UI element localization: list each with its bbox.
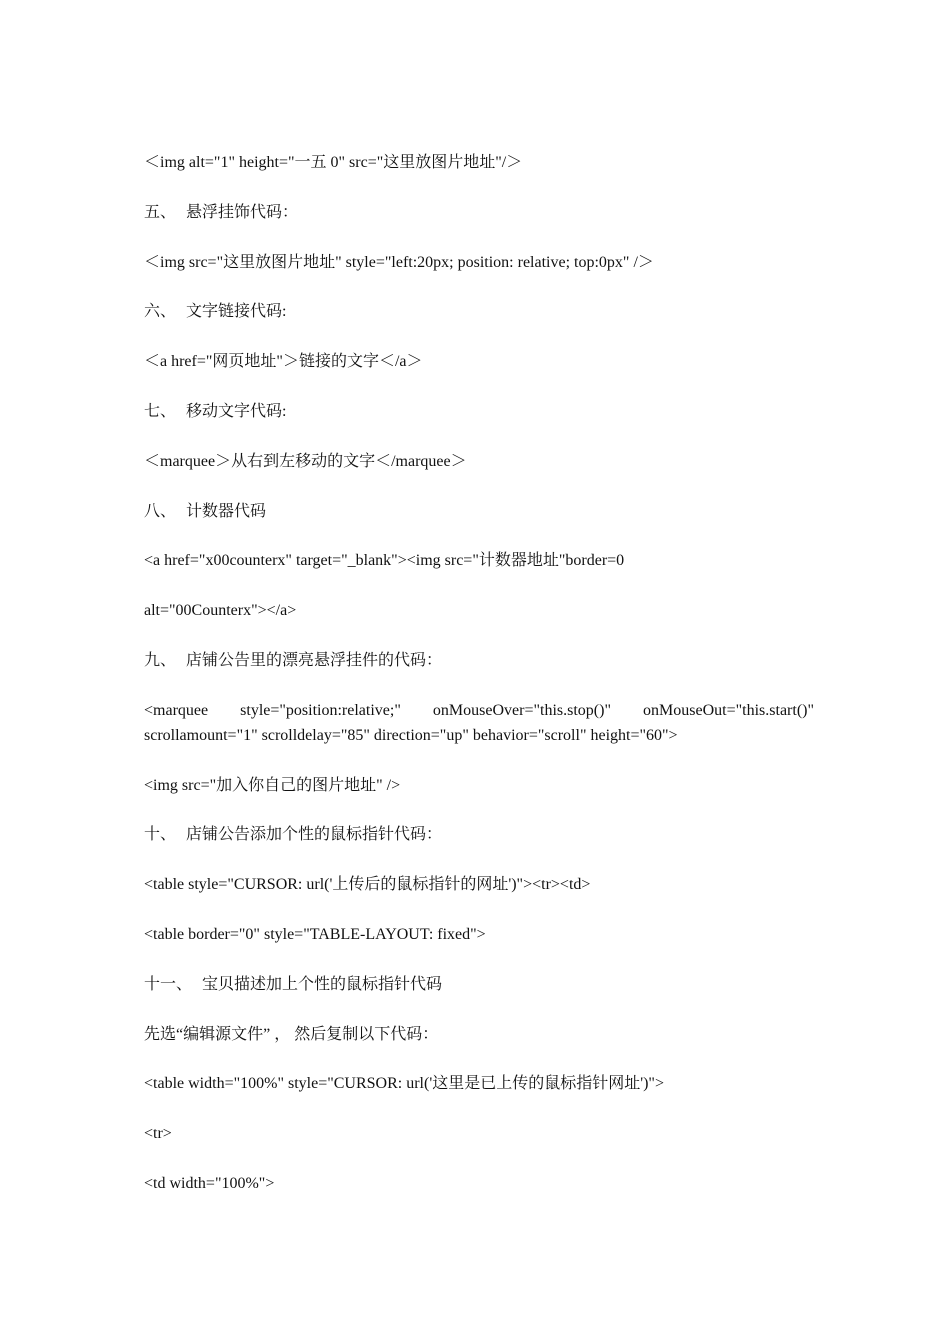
code-line-counter: <a href="x00counterx" target="_blank"><img src="计数器地址"border=0 [144, 552, 625, 569]
section-title: 店铺公告添加个性的鼠标指针代码： [186, 826, 443, 843]
section-heading-seven [144, 399, 814, 424]
section-heading-eleven [144, 972, 814, 997]
section-number: 六、 [144, 303, 177, 320]
code-line-table-cursor: <table style="CURSOR: url('上传后的鼠标指针的网址')"><tr><td> [144, 876, 591, 893]
section-title: 宝贝描述加上个性的鼠标指针代码 [202, 976, 443, 993]
code-paragraph-marquee [144, 698, 814, 748]
code-line-table-fixed: <table border="0" style="TABLE-LAYOUT: fixed"> [144, 926, 486, 943]
section-heading-five [144, 200, 814, 225]
section-heading-six [144, 299, 814, 324]
section-title: 店铺公告里的漂亮悬浮挂件的代码： [186, 652, 443, 669]
code-line-img-height: ＜img alt="1" height="一五 0" src="这里放图片地址"/＞ [144, 154, 523, 171]
section-title: 移动文字代码: [186, 403, 287, 420]
code-line-marquee: ＜marquee＞从右到左移动的文字＜/marquee＞ [144, 453, 467, 470]
section-title: 文字链接代码: [186, 303, 287, 320]
section-title: 悬浮挂饰代码： [186, 204, 299, 221]
code-line-td: <td width="100%"> [144, 1175, 275, 1192]
code-line-img-custom: <img src="加入你自己的图片地址" /> [144, 777, 401, 794]
code-line-marquee-scroll: scrollamount="1" scrolldelay="85" direction="up" behavior="scroll" height="60"> [144, 727, 678, 744]
section-number: 八、 [144, 503, 177, 520]
code-line-img-style: ＜img src="这里放图片地址" style="left:20px; position: relative; top:0px" /＞ [144, 254, 654, 271]
section-number: 十、 [144, 826, 177, 843]
section-heading-eight [144, 499, 814, 524]
section-number: 十一、 [144, 976, 193, 993]
code-line-marquee-attrs: <marquee style="position:relative;" onMouseOver="this.stop()" onMouseOut="this.start()" [144, 702, 814, 719]
section-number: 五、 [144, 204, 177, 221]
instruction-line: 先选“编辑源文件” ， 然后复制以下代码： [144, 1026, 439, 1043]
section-title: 计数器代码 [186, 503, 267, 520]
code-line-link: ＜a href="网页地址"＞链接的文字＜/a＞ [144, 353, 423, 370]
code-line-counter-alt: alt="00Counterx"></a> [144, 602, 297, 619]
section-heading-ten [144, 822, 814, 847]
section-number: 七、 [144, 403, 177, 420]
code-line-table-width: <table width="100%" style="CURSOR: url('这里是已上传的鼠标指针网址')"> [144, 1075, 664, 1092]
code-line-tr: <tr> [144, 1125, 172, 1142]
section-number: 九、 [144, 652, 177, 669]
section-heading-nine [144, 648, 814, 673]
